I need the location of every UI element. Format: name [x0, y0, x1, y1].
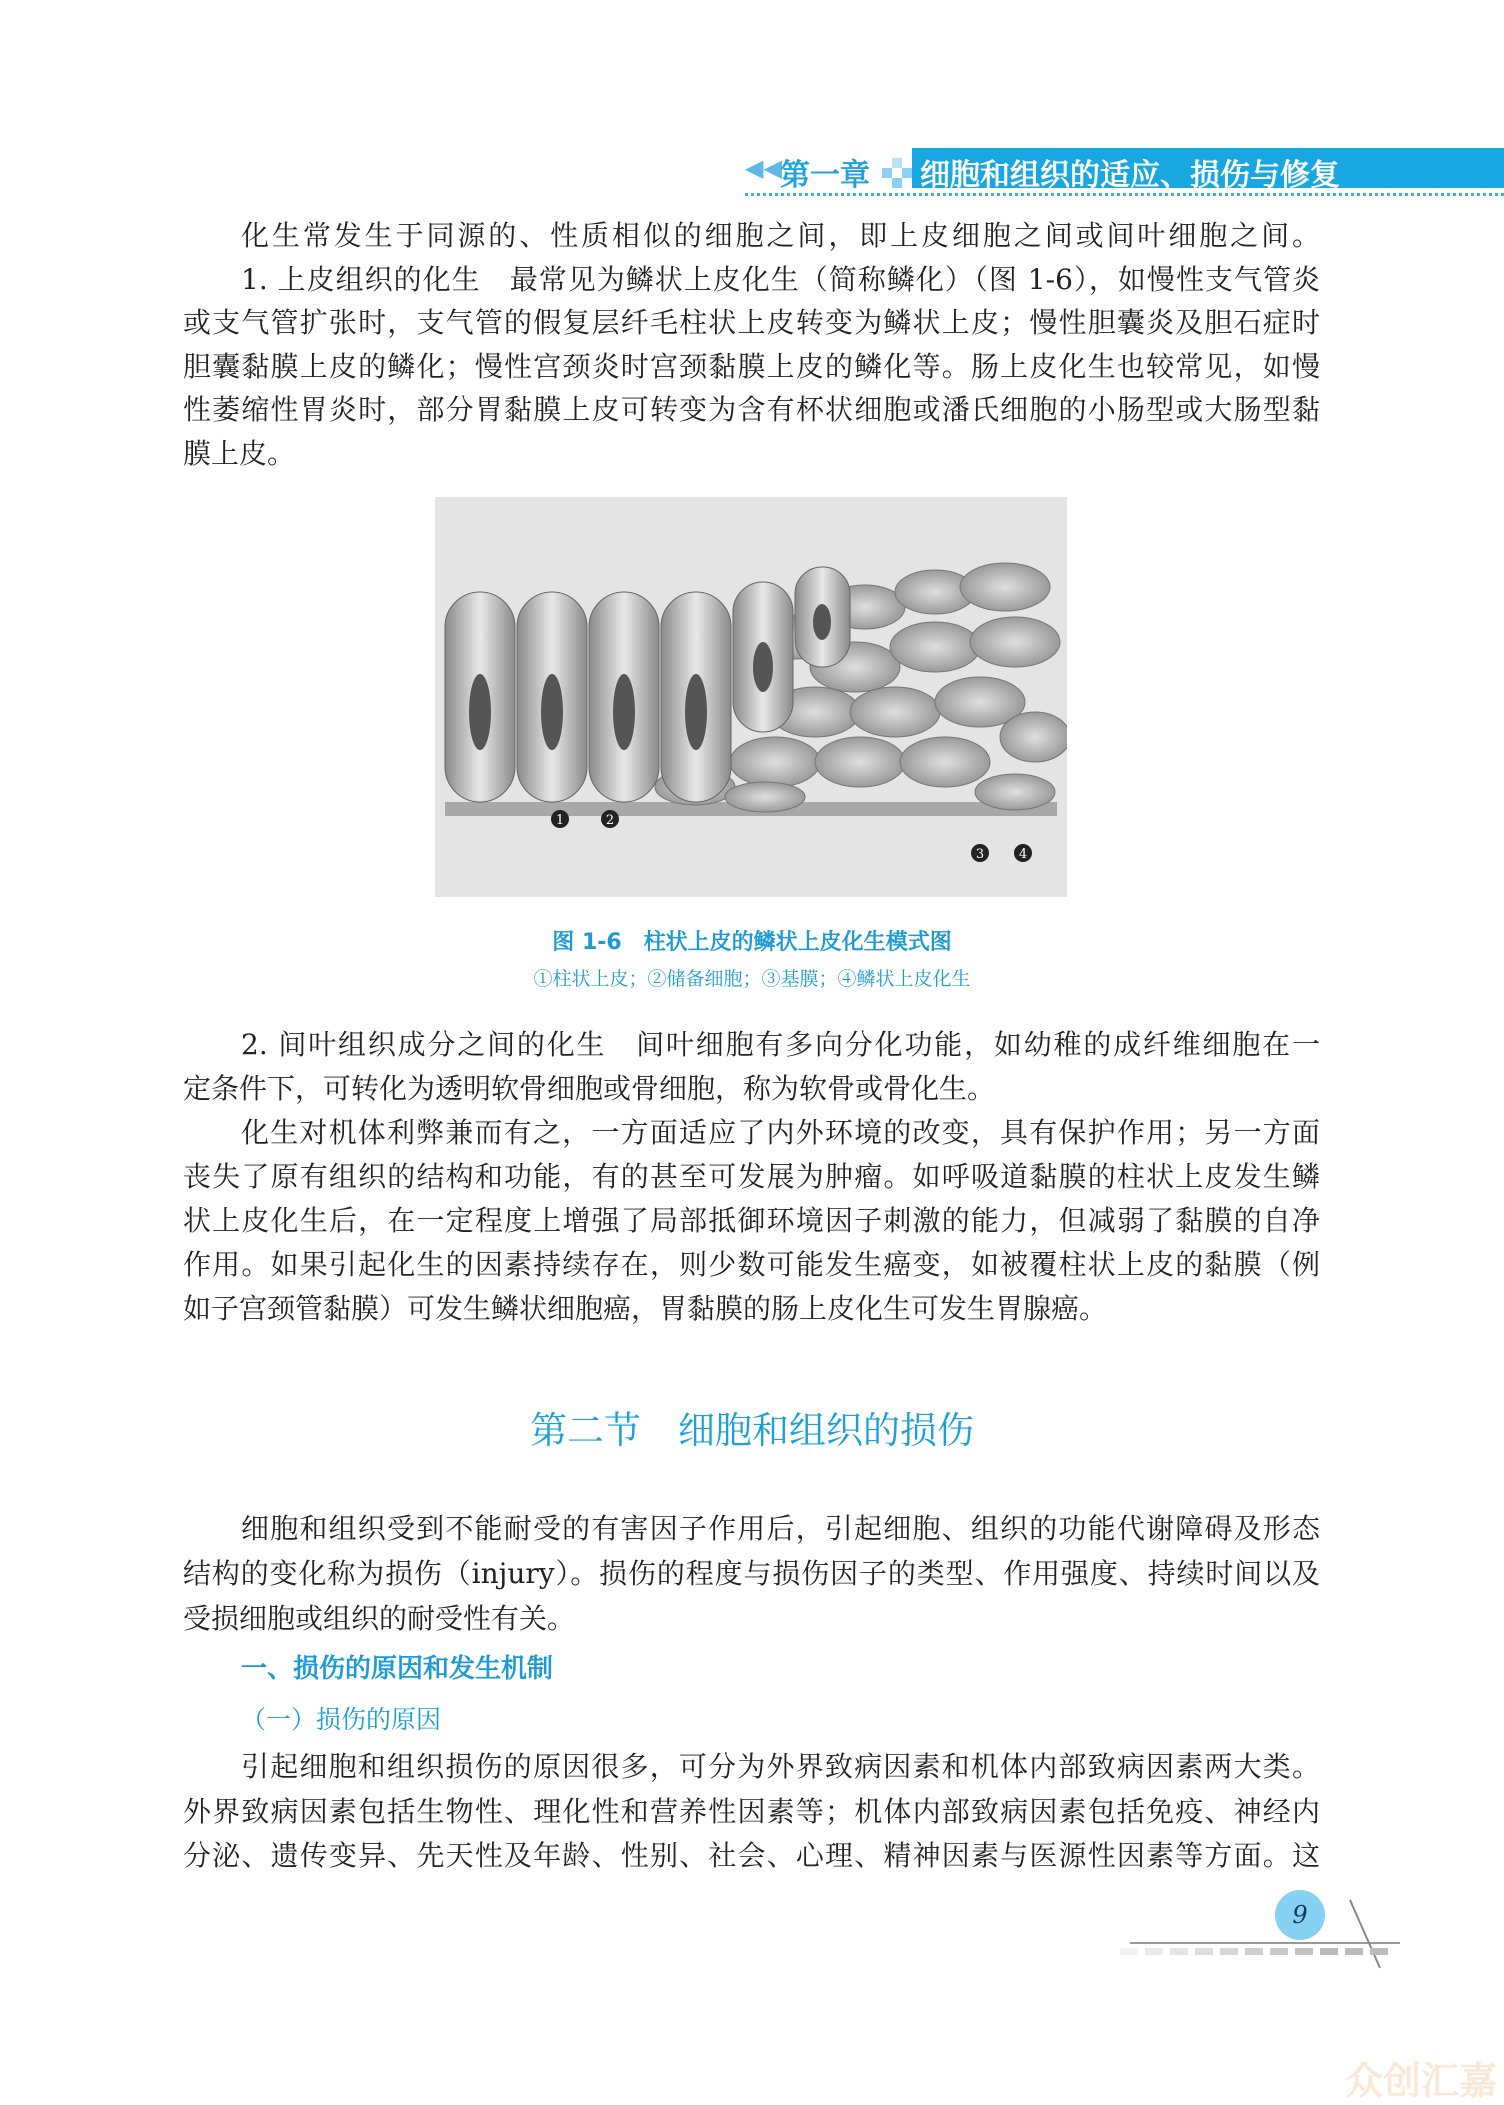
text-line: 作用。如果引起化生的因素持续存在，则少数可能发生癌变，如被覆柱状上皮的黏膜（例	[183, 1248, 1320, 1281]
double-chevron-left-icon: ◀◀	[745, 154, 782, 182]
text-line: 受损细胞或组织的耐受性有关。	[183, 1602, 576, 1635]
heading-level-2: （一）损伤的原因	[241, 1705, 442, 1734]
heading-level-1: 一、损伤的原因和发生机制	[241, 1654, 554, 1684]
text-line: 细胞和组织受到不能耐受的有害因子作用后，引起细胞、组织的功能代谢障碍及形态	[241, 1512, 1320, 1545]
text-line: 化生常发生于同源的、性质相似的细胞之间，即上皮细胞之间或间叶细胞之间。	[241, 219, 1320, 252]
section-title: 第二节 细胞和组织的损伤	[530, 1409, 974, 1452]
text-line: 性萎缩性胃炎时，部分胃黏膜上皮可转变为含有杯状细胞或潘氏细胞的小肠型或大肠型黏	[183, 393, 1320, 426]
text-line: 引起细胞和组织损伤的原因很多，可分为外界致病因素和机体内部致病因素两大类。	[241, 1750, 1320, 1783]
checker-decoration	[902, 168, 912, 178]
marker-4: 4	[1018, 847, 1028, 862]
chapter-label: 第一章	[780, 158, 870, 193]
text-line: 化生对机体利弊兼而有之，一方面适应了内外环境的改变，具有保护作用；另一方面	[241, 1116, 1320, 1149]
figure-caption: 图 1-6 柱状上皮的鳞状上皮化生模式图	[552, 930, 952, 955]
checker-decoration	[892, 158, 902, 168]
checker-decoration	[892, 178, 902, 188]
chapter-title: 细胞和组织的适应、损伤与修复	[920, 158, 1340, 193]
marker-1: 1	[555, 813, 565, 828]
text-line: 2. 间叶组织成分之间的化生 间叶细胞有多向分化功能，如幼稚的成纤维细胞在一	[241, 1028, 1320, 1061]
figure-metaplasia-diagram	[435, 497, 1067, 897]
marker-2: 2	[605, 813, 615, 828]
text-line: 外界致病因素包括生物性、理化性和营养性因素等；机体内部致病因素包括免疫、神经内	[183, 1795, 1320, 1828]
text-line: 状上皮化生后，在一定程度上增强了局部抵御环境因子刺激的能力，但减弱了黏膜的自净	[183, 1204, 1320, 1237]
text-line: 膜上皮。	[183, 437, 296, 470]
header-divider	[745, 193, 1504, 196]
text-line: 如子宫颈管黏膜）可发生鳞状细胞癌，胃黏膜的肠上皮化生可发生胃腺癌。	[183, 1292, 1108, 1325]
watermark: 众创汇嘉	[1345, 2059, 1498, 2103]
text-line: 丧失了原有组织的结构和功能，有的甚至可发展为肿瘤。如呼吸道黏膜的柱状上皮发生鳞	[183, 1160, 1320, 1193]
checker-decoration	[882, 168, 892, 178]
epithelium-illustration	[435, 497, 1067, 897]
footer-decoration	[1100, 1890, 1400, 1970]
marker-3: 3	[975, 847, 985, 862]
page-number: 9	[1275, 1890, 1325, 1940]
text-line: 结构的变化称为损伤（injury）。损伤的程度与损伤因子的类型、作用强度、持续时间以及	[183, 1557, 1320, 1590]
text-line: 1. 上皮组织的化生 最常见为鳞状上皮化生（简称鳞化）（图 1-6），如慢性支气管炎	[241, 263, 1320, 296]
text-line: 或支气管扩张时，支气管的假复层纤毛柱状上皮转变为鳞状上皮；慢性胆囊炎及胆石症时	[183, 306, 1320, 339]
text-line: 胆囊黏膜上皮的鳞化；慢性宫颈炎时宫颈黏膜上皮的鳞化等。肠上皮化生也较常见，如慢	[183, 350, 1320, 383]
text-line: 分泌、遗传变异、先天性及年龄、性别、社会、心理、精神因素与医源性因素等方面。这	[183, 1839, 1320, 1872]
figure-legend: ①柱状上皮；②储备细胞；③基膜；④鳞状上皮化生	[533, 968, 971, 990]
text-line: 定条件下，可转化为透明软骨细胞或骨细胞，称为软骨或骨化生。	[183, 1072, 996, 1105]
cell-markers	[551, 810, 1032, 862]
